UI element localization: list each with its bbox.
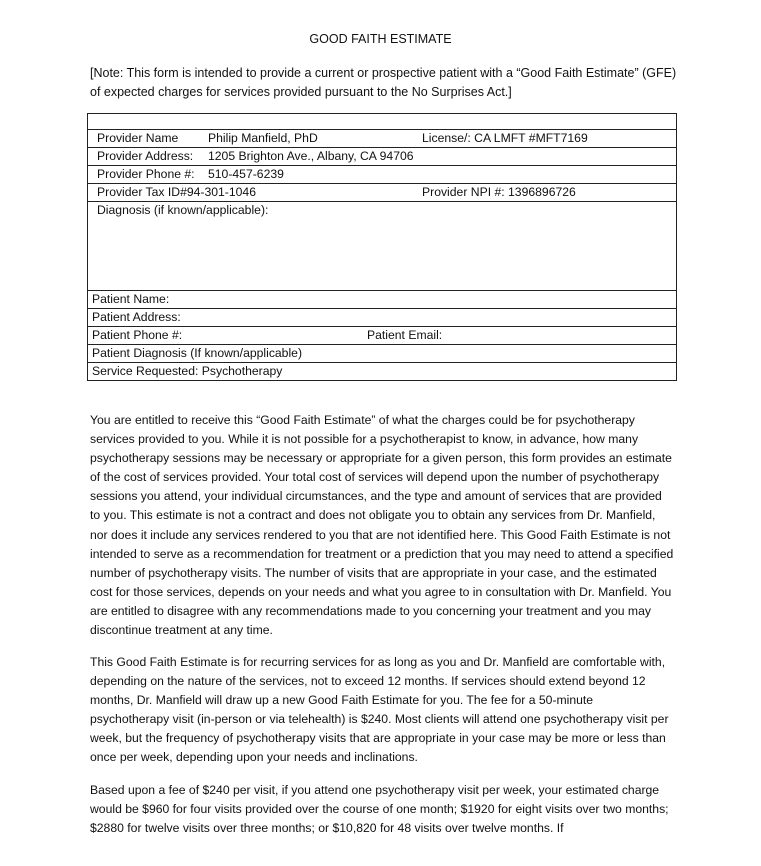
page-title: GOOD FAITH ESTIMATE <box>309 32 452 46</box>
form-blank-row <box>88 114 676 129</box>
patient-phone-row <box>88 326 676 344</box>
provider-tax-row <box>88 183 676 201</box>
patient-email-label: Patient Email: <box>367 328 443 342</box>
patient-diagnosis-label: Patient Diagnosis (If known/applicable) <box>92 346 303 360</box>
provider-license: License/: CA LMFT #MFT7169 <box>422 131 588 145</box>
provider-phone-label: Provider Phone #: <box>97 167 195 181</box>
paragraph-text: You are entitled to receive this “Good Faith Estimate” of what the charges could be for psychotherapy services provided to you. While it is not possible for a psychotherapist to know, in advance, how many psychotherapy sessions may be necessary or appropriate for a given person, this form provides an estimate of the cost of services provided. Your total cost of services will depend upon the number of psychotherapy sessions you attend, your individual circumstances, and the type and amount of services that are provided to you. This estimate is not a contract and does not obligate you to obtain any services from Dr. Manfield, nor does it include any services rendered to you that are not identified here. This Good Faith Estimate is not intended to serve as a recommendation for treatment or a prediction that you may need to attend a specified number of psychotherapy visits. The number of visits that are appropriate in your case, and the estimated cost for those services, depends on your needs and what you agree to in consultation with Dr. Manfield. You are entitled to disagree with any recommendations made to you concerning your treatment and you may discontinue treatment at any time. <box>90 413 674 638</box>
patient-name-row <box>88 290 676 308</box>
provider-tax-id: Provider Tax ID#94-301-1046 <box>97 185 256 199</box>
patient-name-label: Patient Name: <box>92 292 170 306</box>
paragraph-text: This Good Faith Estimate is for recurring services for as long as you and Dr. Manfield are comfortable with, depending on the nature of the services, not to exceed 12 months. If services should extend beyond 12 months, Dr. Manfield will draw up a new Good Faith Estimate for you. The fee for a 50-minute psychotherapy visit (in-person or via telehealth) is $240. Most clients will attend one psychotherapy visit per week, but the frequency of psychotherapy visits that are appropriate in your case may be more or less than once per week, depending upon your needs and inclinations. <box>90 655 669 765</box>
patient-phone-label: Patient Phone #: <box>92 328 183 342</box>
provider-diagnosis-label: Diagnosis (if known/applicable): <box>97 203 269 217</box>
provider-diagnosis-row <box>88 201 676 290</box>
patient-address-row <box>88 308 676 326</box>
provider-phone-row <box>88 165 676 183</box>
provider-phone-value: 510-457-6239 <box>208 167 284 181</box>
provider-address-row <box>88 147 676 165</box>
paragraph-text: Based upon a fee of $240 per visit, if you attend one psychotherapy visit per week, your estimated charge would be $960 for four visits provided over the course of one month; $1920 for eight visits over two months; $2880 for twelve visits over three months; or $10,820 for 48 visits over twelve months. If <box>90 783 669 836</box>
provider-address-value: 1205 Brighton Ave., Albany, CA 94706 <box>208 149 414 163</box>
paragraph-entitlement <box>90 411 674 640</box>
form-note: [Note: This form is intended to provide a current or prospective patient with a “Good Faith Estimate” (GFE) of expected charges for services provided pursuant to the No Surprises Act.] <box>90 66 677 99</box>
service-requested-label: Service Requested: Psychotherapy <box>92 364 283 378</box>
service-requested-row <box>88 362 676 380</box>
patient-address-label: Patient Address: <box>92 310 181 324</box>
provider-address-label: Provider Address: <box>97 149 194 163</box>
provider-name-value: Philip Manfield, PhD <box>208 131 318 145</box>
provider-npi: Provider NPI #: 1396896726 <box>422 185 576 199</box>
paragraph-duration <box>90 653 674 768</box>
provider-name-label: Provider Name <box>97 131 179 145</box>
provider-name-row <box>88 129 676 147</box>
estimate-form-table <box>87 113 677 381</box>
paragraph-fee-estimate <box>90 781 674 838</box>
patient-diagnosis-row <box>88 344 676 362</box>
